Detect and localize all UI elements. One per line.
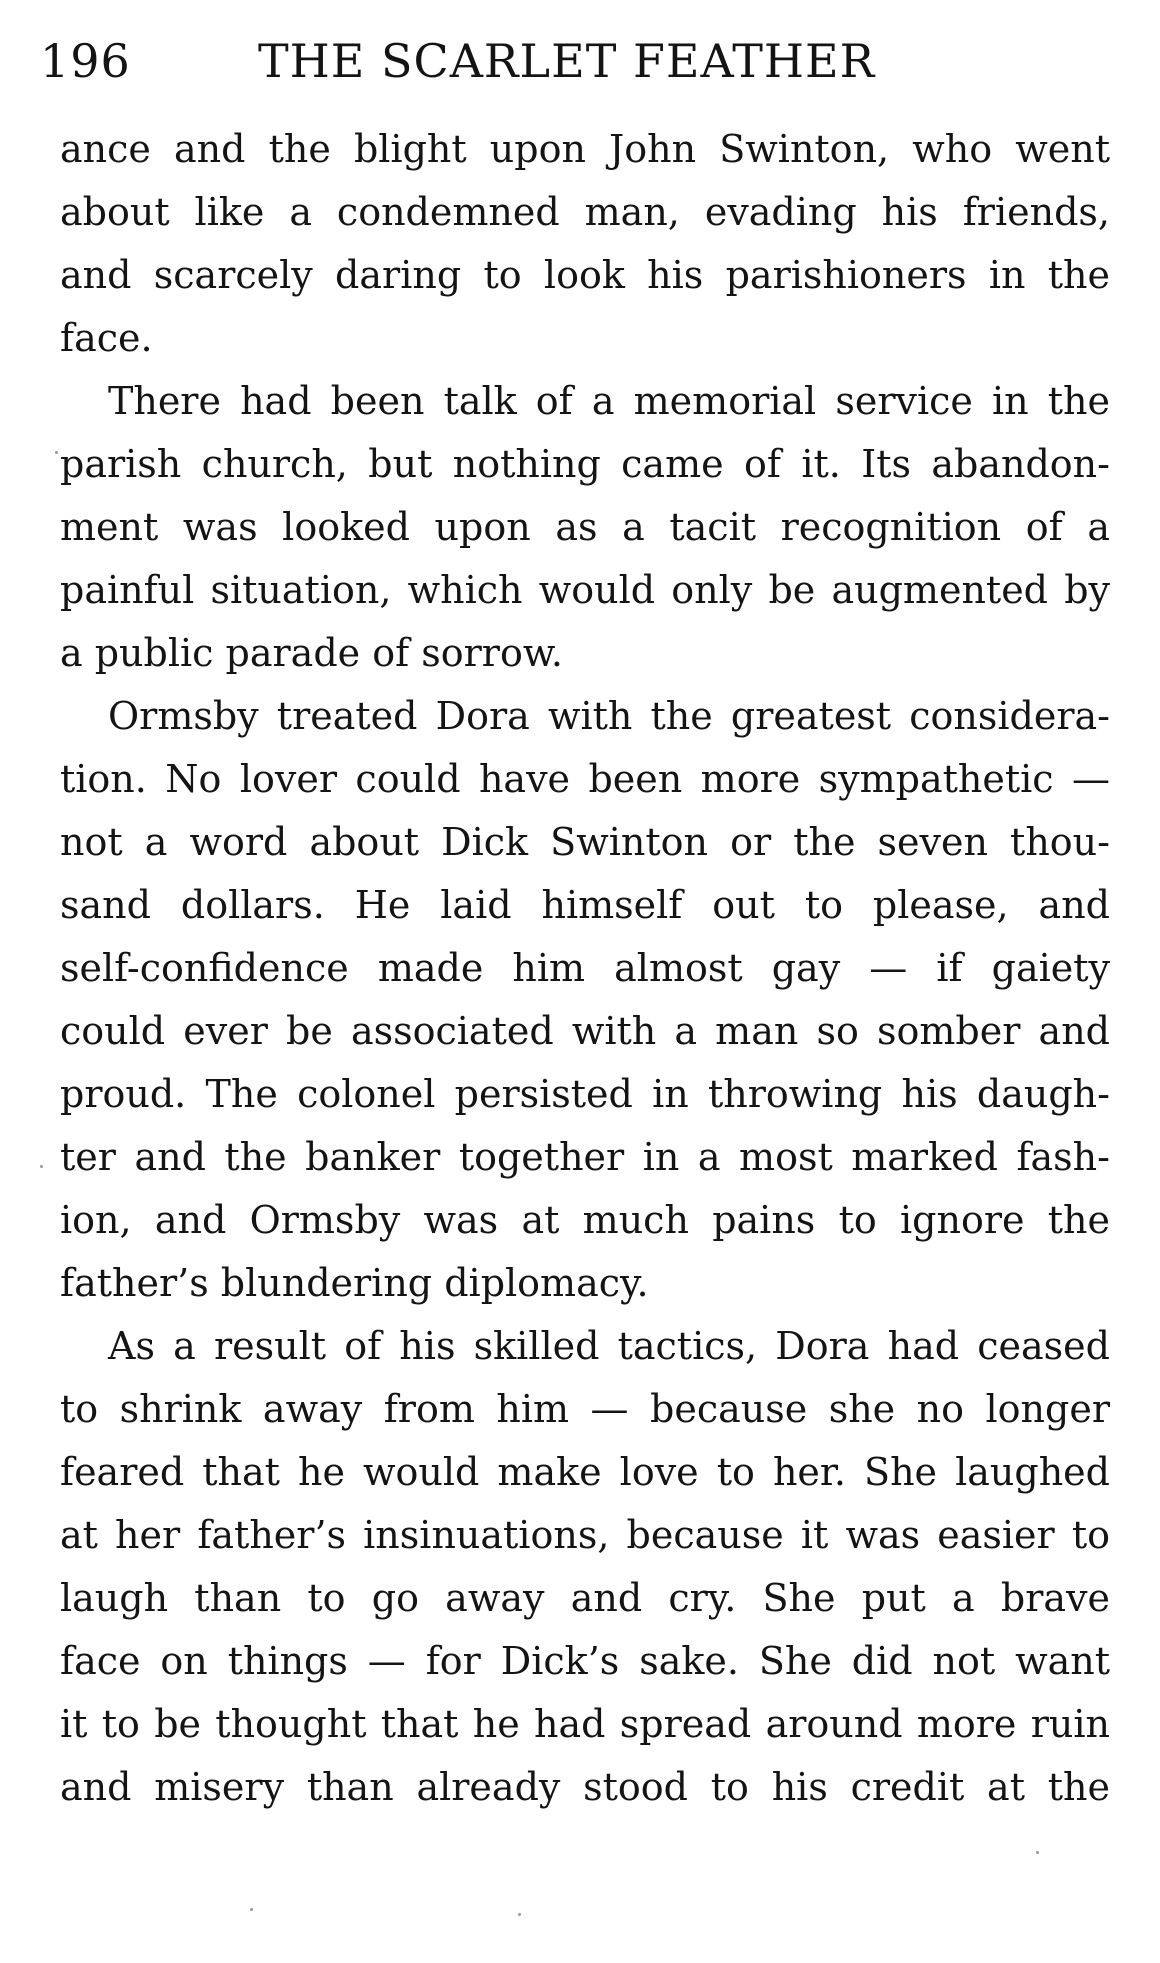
text-line: and misery than already stood to his credit at the: [60, 1765, 1110, 1809]
text-line: As a result of his skilled tactics, Dora had ceased: [108, 1324, 1110, 1368]
text-line: sand dollars. He laid himself out to please, and: [60, 883, 1110, 927]
text-line: ter and the banker together in a most marked fash-: [60, 1135, 1110, 1179]
text-line: father’s blundering diplomacy.: [60, 1261, 649, 1305]
text-line: parish church, but nothing came of it. Its abandon-: [60, 442, 1110, 486]
text-line: self-confidence made him almost gay — if gaiety: [60, 946, 1110, 990]
text-line: it to be thought that he had spread around more ruin: [60, 1702, 1110, 1746]
scan-speck: [518, 1913, 521, 1916]
text-line: at her father’s insinuations, because it was easier to: [60, 1513, 1110, 1557]
page-number: 196: [40, 34, 131, 88]
text-line: face on things — for Dick’s sake. She did not want: [60, 1639, 1110, 1683]
text-line: could ever be associated with a man so somber and: [60, 1009, 1110, 1053]
text-line: painful situation, which would only be augmented by: [60, 568, 1110, 612]
text-line: laugh than to go away and cry. She put a brave: [60, 1576, 1110, 1620]
running-head: [40, 26, 1100, 96]
paragraph-1: [60, 118, 1110, 370]
text-line: not a word about Dick Swinton or the seven thou-: [60, 820, 1110, 864]
scan-speck: [55, 451, 58, 454]
scan-speck: [1036, 1851, 1039, 1854]
text-line: tion. No lover could have been more sympathetic —: [60, 757, 1110, 801]
scan-speck: [250, 1908, 253, 1911]
text-line: to shrink away from him — because she no longer: [60, 1387, 1110, 1431]
paragraph-4: [60, 1315, 1110, 1819]
paragraph-2: [60, 370, 1110, 685]
text-line: There had been talk of a memorial service in the: [108, 379, 1110, 423]
text-line: proud. The colonel persisted in throwing his daugh-: [60, 1072, 1110, 1116]
text-line: and scarcely daring to look his parishioners in the: [60, 253, 1110, 297]
text-line: face.: [60, 316, 153, 360]
body-text: [60, 118, 1110, 1819]
text-line: feared that he would make love to her. She laughed: [60, 1450, 1110, 1494]
text-line: about like a condemned man, evading his friends,: [60, 190, 1110, 234]
text-line: Ormsby treated Dora with the greatest considera-: [108, 694, 1110, 738]
scan-speck: [40, 1165, 43, 1168]
text-line: ment was looked upon as a tacit recognition of a: [60, 505, 1110, 549]
running-title: THE SCARLET FEATHER: [258, 34, 876, 88]
paragraph-3: [60, 685, 1110, 1315]
text-line: a public parade of sorrow.: [60, 631, 563, 675]
text-line: ion, and Ormsby was at much pains to ignore the: [60, 1198, 1110, 1242]
text-line: ance and the blight upon John Swinton, who went: [60, 127, 1110, 171]
